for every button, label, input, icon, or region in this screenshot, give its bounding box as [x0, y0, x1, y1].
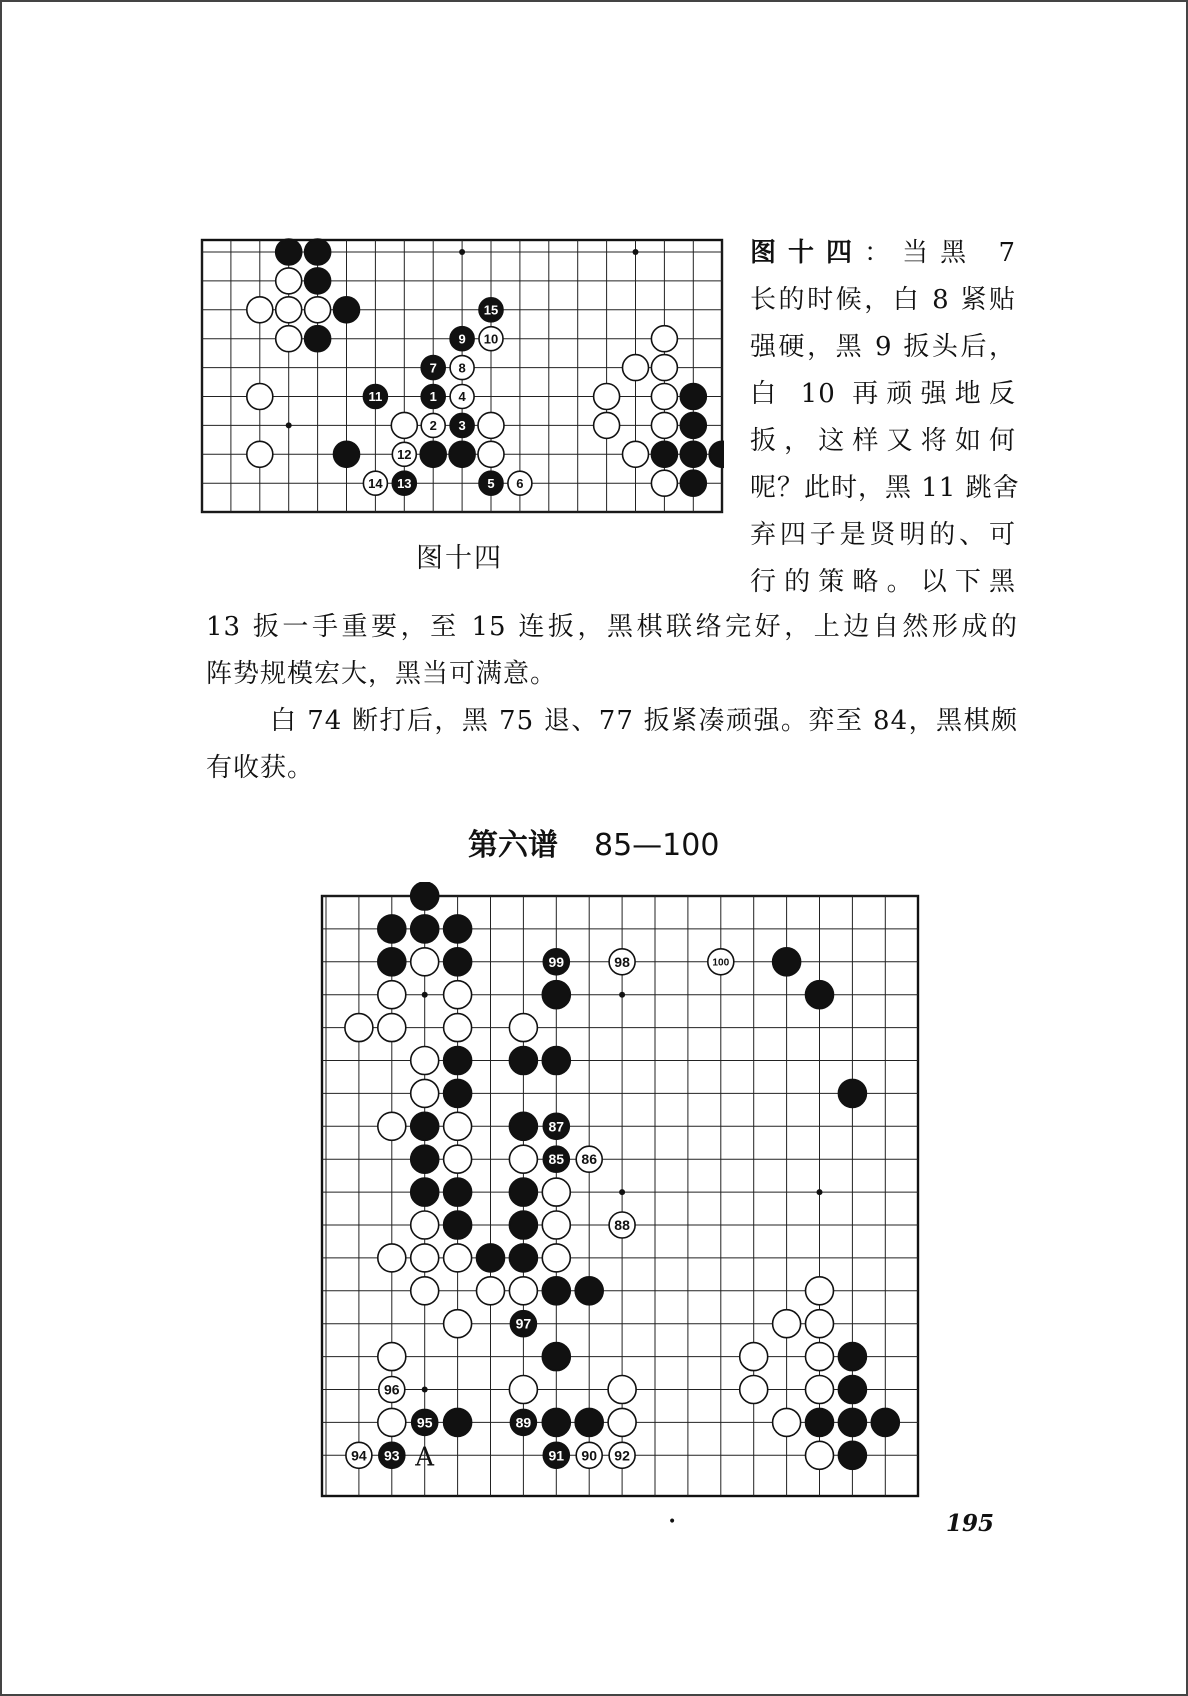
- black-stone: [411, 915, 439, 943]
- move-number: 2: [429, 418, 437, 434]
- move-number: 100: [712, 957, 730, 969]
- move-number: 4: [458, 389, 466, 405]
- white-stone: [276, 297, 302, 323]
- white-stone: [378, 1244, 406, 1272]
- white-stone: [391, 412, 417, 438]
- move-number: 1: [429, 389, 437, 405]
- section-heading: [468, 820, 719, 864]
- black-stone: [444, 948, 472, 976]
- white-stone: [477, 1277, 505, 1305]
- main-go-diagram: [320, 882, 920, 1498]
- white-stone: [623, 355, 649, 381]
- move-number: 92: [614, 1447, 630, 1464]
- black-stone: [806, 1408, 834, 1436]
- star-point: [633, 249, 639, 255]
- white-stone: [411, 1244, 439, 1272]
- white-stone: [247, 384, 273, 410]
- black-stone: [411, 1178, 439, 1206]
- black-stone: [411, 1145, 439, 1173]
- paragraph-1-line-0: 13 扳一手重要，至 15 连扳，黑棋联络完好，上边自然形成的: [206, 612, 1018, 642]
- black-stone: [542, 981, 570, 1009]
- white-stone: [623, 441, 649, 467]
- white-stone: [651, 470, 677, 496]
- black-stone: [411, 882, 439, 910]
- side-line-0: 图十四：当黑 7: [750, 238, 1016, 268]
- side-line-5: 呢？此时，黑 11 跳舍: [750, 473, 1020, 503]
- black-stone: [575, 1408, 603, 1436]
- white-stone: [651, 355, 677, 381]
- white-stone: [542, 1178, 570, 1206]
- white-stone: [651, 412, 677, 438]
- side-line-3: 白 10 再顽强地反: [750, 379, 1016, 409]
- move-number: 6: [516, 475, 524, 491]
- white-stone: [411, 1277, 439, 1305]
- white-stone: [444, 1310, 472, 1338]
- white-stone: [478, 441, 504, 467]
- black-stone: [378, 915, 406, 943]
- star-point: [422, 1387, 428, 1393]
- move-number: 95: [416, 1414, 433, 1431]
- white-stone: [651, 326, 677, 352]
- black-stone: [477, 1244, 505, 1272]
- black-stone: [444, 1079, 472, 1107]
- white-stone: [594, 412, 620, 438]
- white-stone: [806, 1376, 834, 1404]
- white-stone: [651, 384, 677, 410]
- black-stone: [444, 1408, 472, 1436]
- white-stone: [542, 1211, 570, 1239]
- small-go-diagram: [200, 238, 724, 514]
- black-stone: [334, 297, 360, 323]
- white-stone: [509, 1277, 537, 1305]
- star-point: [459, 249, 465, 255]
- move-number: 91: [548, 1447, 565, 1464]
- side-line-4: 扳，这样又将如何: [750, 426, 1016, 456]
- white-stone: [608, 1376, 636, 1404]
- black-stone: [509, 1047, 537, 1075]
- black-stone: [575, 1277, 603, 1305]
- black-stone: [680, 412, 706, 438]
- black-stone: [444, 1178, 472, 1206]
- black-stone: [444, 1211, 472, 1239]
- star-point: [817, 1189, 823, 1195]
- move-number: 9: [458, 331, 466, 347]
- black-stone: [305, 268, 331, 294]
- white-stone: [773, 1310, 801, 1338]
- white-stone: [378, 1408, 406, 1436]
- move-number: 98: [614, 953, 630, 970]
- white-stone: [444, 1112, 472, 1140]
- move-number: 8: [458, 360, 466, 376]
- white-stone: [444, 981, 472, 1009]
- black-stone: [305, 239, 331, 265]
- black-stone: [542, 1343, 570, 1371]
- white-stone: [378, 1343, 406, 1371]
- black-stone: [806, 981, 834, 1009]
- black-stone: [542, 1047, 570, 1075]
- black-stone: [680, 384, 706, 410]
- white-stone: [411, 1047, 439, 1075]
- white-stone: [411, 1211, 439, 1239]
- white-stone: [276, 268, 302, 294]
- white-stone: [542, 1244, 570, 1272]
- black-stone: [509, 1178, 537, 1206]
- point-marker-a: A: [415, 1442, 435, 1473]
- side-line-2: 强硬，黑 9 扳头后，: [750, 332, 1016, 362]
- side-commentary: [750, 230, 1020, 606]
- move-number: 90: [581, 1447, 597, 1464]
- white-stone: [509, 1145, 537, 1173]
- black-stone: [542, 1408, 570, 1436]
- move-number: 89: [515, 1414, 532, 1431]
- white-stone: [444, 1145, 472, 1173]
- move-number: 96: [384, 1381, 400, 1398]
- side-line-1: 长的时候，白 8 紧贴: [750, 285, 1016, 315]
- white-stone: [378, 981, 406, 1009]
- black-stone: [509, 1112, 537, 1140]
- move-number: 11: [368, 389, 383, 405]
- black-stone: [838, 1079, 866, 1107]
- move-number: 7: [429, 360, 437, 376]
- paragraph-2-line-0: 白 74 断打后，黑 75 退、77 扳紧凑顽强。弈至 84，黑棋颇: [270, 706, 1018, 736]
- black-stone: [334, 441, 360, 467]
- black-stone: [871, 1408, 899, 1436]
- white-stone: [247, 441, 273, 467]
- paragraph-1: [206, 604, 1018, 698]
- black-stone: [449, 441, 475, 467]
- black-stone: [378, 948, 406, 976]
- white-stone: [806, 1441, 834, 1469]
- black-stone: [444, 915, 472, 943]
- move-number: 3: [458, 418, 466, 434]
- black-stone: [420, 441, 446, 467]
- side-line-7: 行的策略。以下黑: [750, 567, 1016, 597]
- white-stone: [345, 1014, 373, 1042]
- side-line-6: 弃四子是贤明的、可: [750, 520, 1016, 550]
- page-number: 195: [946, 1510, 995, 1537]
- black-stone: [838, 1441, 866, 1469]
- black-stone: [276, 239, 302, 265]
- black-stone: [444, 1047, 472, 1075]
- white-stone: [378, 1112, 406, 1140]
- white-stone: [478, 412, 504, 438]
- white-stone: [806, 1343, 834, 1371]
- white-stone: [247, 297, 273, 323]
- move-number: 10: [483, 331, 499, 347]
- black-stone: [542, 1277, 570, 1305]
- paragraph-2: [206, 698, 1018, 792]
- star-point: [619, 1189, 625, 1195]
- star-point: [619, 992, 625, 998]
- white-stone: [608, 1408, 636, 1436]
- black-stone: [680, 441, 706, 467]
- white-stone: [806, 1310, 834, 1338]
- move-number: 86: [581, 1151, 597, 1168]
- black-stone: [838, 1343, 866, 1371]
- move-number: 85: [548, 1151, 565, 1168]
- move-number: 97: [515, 1315, 532, 1332]
- black-stone: [651, 441, 677, 467]
- black-stone: [680, 470, 706, 496]
- move-number: 12: [397, 446, 412, 462]
- black-stone: [773, 948, 801, 976]
- white-stone: [594, 384, 620, 410]
- white-stone: [378, 1014, 406, 1042]
- black-stone: [411, 1112, 439, 1140]
- print-speck: •: [668, 1514, 677, 1530]
- black-stone: [509, 1211, 537, 1239]
- black-stone: [509, 1244, 537, 1272]
- white-stone: [740, 1343, 768, 1371]
- figure-reference: 图十四: [750, 238, 865, 268]
- paragraph-2-line-1: 有收获。: [206, 753, 315, 783]
- white-stone: [806, 1277, 834, 1305]
- white-stone: [509, 1014, 537, 1042]
- white-stone: [276, 326, 302, 352]
- section-move-range: 85—100: [594, 828, 720, 863]
- move-number: 88: [614, 1217, 630, 1234]
- move-number: 5: [487, 475, 495, 491]
- black-stone: [305, 326, 331, 352]
- black-stone: [838, 1408, 866, 1436]
- star-point: [286, 422, 292, 428]
- black-stone: [838, 1376, 866, 1404]
- white-stone: [411, 1079, 439, 1107]
- paragraph-1-line-1: 阵势规模宏大，黑当可满意。: [206, 659, 558, 689]
- star-point: [422, 992, 428, 998]
- move-number: 87: [548, 1118, 565, 1135]
- move-number: 99: [548, 953, 565, 970]
- move-number: 14: [368, 475, 383, 491]
- move-number: 15: [483, 302, 499, 318]
- move-number: 13: [397, 475, 412, 491]
- white-stone: [444, 1014, 472, 1042]
- white-stone: [444, 1244, 472, 1272]
- small-diagram-caption: 图十四: [416, 543, 503, 574]
- white-stone: [773, 1408, 801, 1436]
- white-stone: [411, 948, 439, 976]
- black-stone: [709, 441, 724, 467]
- white-stone: [509, 1376, 537, 1404]
- white-stone: [305, 297, 331, 323]
- move-number: 94: [351, 1447, 367, 1464]
- white-stone: [740, 1376, 768, 1404]
- section-title: 第六谱: [468, 828, 558, 863]
- move-number: 93: [384, 1447, 400, 1464]
